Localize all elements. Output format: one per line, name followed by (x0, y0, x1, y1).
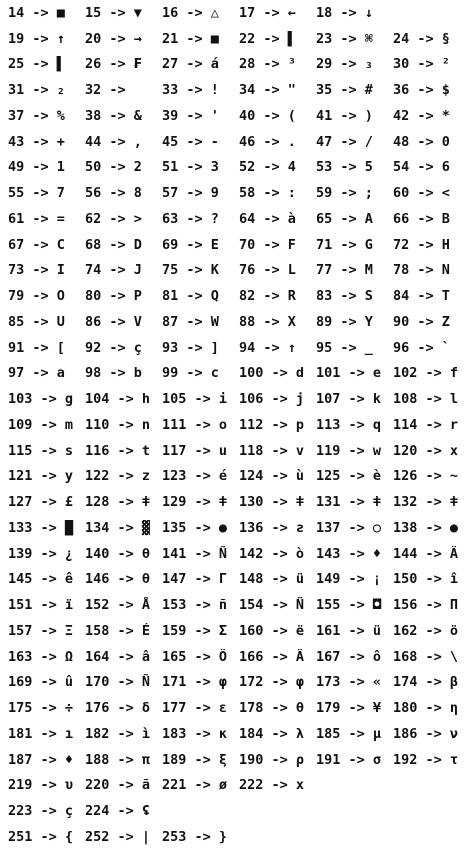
table-row (8, 283, 470, 309)
char-mapping-entry: 94 -> ↑ (239, 339, 296, 356)
char-mapping-entry: 78 -> N (393, 262, 450, 279)
char-mapping-entry: 146 -> θ (85, 571, 151, 588)
char-mapping-entry: 63 -> ? (162, 210, 219, 227)
char-mapping-entry: 129 -> ǂ (162, 494, 228, 511)
char-mapping-entry: 38 -> & (85, 107, 142, 124)
char-mapping-entry: 192 -> τ (393, 751, 459, 768)
char-mapping-entry: 164 -> â (85, 648, 151, 665)
table-row (8, 361, 470, 387)
table-row (8, 52, 470, 78)
table-row (8, 309, 470, 335)
char-mapping-entry: 17 -> ← (239, 4, 296, 21)
char-mapping-entry: 120 -> x (393, 442, 459, 459)
table-row (8, 567, 470, 593)
char-mapping-entry: 119 -> w (316, 442, 382, 459)
char-mapping-entry: 45 -> - (162, 133, 219, 150)
char-mapping-entry: 252 -> | (85, 828, 151, 845)
char-mapping-entry: 128 -> ǂ (85, 494, 151, 511)
table-row (8, 206, 470, 232)
char-mapping-entry: 111 -> o (162, 416, 228, 433)
table-row (8, 798, 470, 824)
char-mapping-entry: 180 -> η (393, 700, 459, 717)
char-mapping-entry: 158 -> É (85, 622, 151, 639)
char-mapping-entry: 135 -> ● (162, 519, 228, 536)
char-mapping-entry: 108 -> l (393, 391, 459, 408)
char-mapping-entry: 73 -> I (8, 262, 65, 279)
char-mapping-entry: 102 -> f (393, 365, 459, 382)
table-row (8, 670, 470, 696)
char-mapping-entry: 36 -> $ (393, 82, 450, 99)
char-mapping-entry: 121 -> y (8, 468, 74, 485)
table-row (8, 464, 470, 490)
char-mapping-entry: 37 -> % (8, 107, 65, 124)
char-mapping-entry: 64 -> à (239, 210, 296, 227)
table-row (8, 644, 470, 670)
char-mapping-entry: 160 -> ë (239, 622, 305, 639)
char-mapping-entry: 57 -> 9 (162, 185, 219, 202)
char-mapping-entry: 141 -> Ñ (162, 545, 228, 562)
char-mapping-entry: 69 -> E (162, 236, 219, 253)
char-mapping-entry: 153 -> ñ (162, 597, 228, 614)
char-mapping-entry: 55 -> 7 (8, 185, 65, 202)
table-row (8, 695, 470, 721)
char-mapping-entry: 92 -> ç (85, 339, 142, 356)
char-mapping-entry: 221 -> ø (162, 777, 228, 794)
table-row (8, 258, 470, 284)
char-mapping-entry: 58 -> : (239, 185, 296, 202)
char-mapping-entry: 77 -> M (316, 262, 373, 279)
char-mapping-entry: 107 -> k (316, 391, 382, 408)
char-mapping-entry: 56 -> 8 (85, 185, 142, 202)
char-mapping-entry: 223 -> ç (8, 803, 74, 820)
char-mapping-entry: 131 -> ǂ (316, 494, 382, 511)
char-mapping-entry: 112 -> p (239, 416, 305, 433)
table-row (8, 335, 470, 361)
char-mapping-entry: 75 -> K (162, 262, 219, 279)
char-mapping-entry: 185 -> μ (316, 725, 382, 742)
char-mapping-entry: 181 -> ı (8, 725, 74, 742)
table-row (8, 26, 470, 52)
char-mapping-entry: 40 -> ( (239, 107, 296, 124)
char-mapping-entry: 62 -> > (85, 210, 142, 227)
char-mapping-entry: 90 -> Z (393, 313, 450, 330)
char-mapping-entry: 42 -> * (393, 107, 450, 124)
table-row (8, 155, 470, 181)
char-mapping-entry: 97 -> a (8, 365, 65, 382)
char-mapping-entry: 84 -> T (393, 288, 450, 305)
char-mapping-entry: 124 -> ù (239, 468, 305, 485)
char-mapping-entry: 25 -> ▌ (8, 56, 65, 73)
table-row (8, 0, 470, 26)
char-mapping-entry: 220 -> ã (85, 777, 151, 794)
table-row (8, 747, 470, 773)
char-mapping-entry: 147 -> Γ (162, 571, 228, 588)
char-mapping-entry: 222 -> x (239, 777, 305, 794)
char-mapping-entry: 104 -> h (85, 391, 151, 408)
char-mapping-entry: 103 -> g (8, 391, 74, 408)
char-mapping-entry: 191 -> σ (316, 751, 382, 768)
char-mapping-entry: 171 -> φ (162, 674, 228, 691)
char-mapping-entry: 163 -> Ω (8, 648, 74, 665)
char-mapping-entry: 162 -> ö (393, 622, 459, 639)
char-mapping-entry: 41 -> ) (316, 107, 373, 124)
char-mapping-entry: 110 -> n (85, 416, 151, 433)
char-mapping-entry: 109 -> m (8, 416, 74, 433)
char-mapping-entry: 152 -> Å (85, 597, 151, 614)
char-mapping-entry: 51 -> 3 (162, 159, 219, 176)
character-map-grid (8, 0, 470, 850)
char-mapping-entry: 96 -> ` (393, 339, 450, 356)
char-mapping-entry: 18 -> ↓ (316, 4, 373, 21)
char-mapping-entry: 170 -> Ñ (85, 674, 151, 691)
char-mapping-entry: 21 -> ■ (162, 30, 219, 47)
char-mapping-entry: 54 -> 6 (393, 159, 450, 176)
char-mapping-entry: 106 -> j (239, 391, 305, 408)
char-mapping-entry: 20 -> → (85, 30, 142, 47)
char-mapping-entry: 39 -> ' (162, 107, 219, 124)
char-mapping-entry: 115 -> s (8, 442, 74, 459)
table-row (8, 592, 470, 618)
table-row (8, 541, 470, 567)
table-row (8, 129, 470, 155)
char-mapping-entry: 145 -> ê (8, 571, 74, 588)
char-mapping-entry: 187 -> ♦ (8, 751, 74, 768)
char-mapping-entry: 142 -> ò (239, 545, 305, 562)
char-mapping-entry: 157 -> Ξ (8, 622, 74, 639)
char-mapping-entry: 79 -> O (8, 288, 65, 305)
char-mapping-entry: 123 -> é (162, 468, 228, 485)
char-mapping-entry: 24 -> § (393, 30, 450, 47)
table-row (8, 489, 470, 515)
char-mapping-entry: 138 -> ● (393, 519, 459, 536)
char-mapping-entry: 190 -> ρ (239, 751, 305, 768)
char-mapping-entry: 48 -> 0 (393, 133, 450, 150)
char-mapping-entry: 169 -> û (8, 674, 74, 691)
table-row (8, 180, 470, 206)
char-mapping-entry: 188 -> π (85, 751, 151, 768)
table-row (8, 721, 470, 747)
char-mapping-entry: 150 -> î (393, 571, 459, 588)
char-mapping-entry: 50 -> 2 (85, 159, 142, 176)
char-mapping-entry: 65 -> A (316, 210, 373, 227)
char-mapping-entry: 89 -> Y (316, 313, 373, 330)
char-mapping-entry: 81 -> Q (162, 288, 219, 305)
char-mapping-entry: 93 -> ] (162, 339, 219, 356)
table-row (8, 386, 470, 412)
char-mapping-entry: 126 -> ~ (393, 468, 459, 485)
char-mapping-entry: 134 -> ▓ (85, 519, 151, 536)
table-row (8, 412, 470, 438)
char-mapping-entry: 35 -> # (316, 82, 373, 99)
char-mapping-entry: 161 -> ü (316, 622, 382, 639)
char-mapping-entry: 183 -> κ (162, 725, 228, 742)
char-mapping-entry: 88 -> X (239, 313, 296, 330)
char-mapping-entry: 27 -> á (162, 56, 219, 73)
char-mapping-entry: 143 -> ♦ (316, 545, 382, 562)
char-mapping-entry: 66 -> B (393, 210, 450, 227)
char-mapping-entry: 253 -> } (162, 828, 228, 845)
char-mapping-entry: 53 -> 5 (316, 159, 373, 176)
char-mapping-entry: 49 -> 1 (8, 159, 65, 176)
char-mapping-entry: 33 -> ! (162, 82, 219, 99)
char-mapping-entry: 100 -> d (239, 365, 305, 382)
char-mapping-entry: 151 -> ï (8, 597, 74, 614)
char-mapping-entry: 173 -> « (316, 674, 382, 691)
table-row (8, 438, 470, 464)
table-row (8, 103, 470, 129)
char-mapping-entry: 114 -> r (393, 416, 459, 433)
char-mapping-entry: 32 -> (85, 82, 126, 99)
char-mapping-entry: 74 -> J (85, 262, 142, 279)
char-mapping-entry: 44 -> , (85, 133, 142, 150)
char-mapping-entry: 178 -> θ (239, 700, 305, 717)
char-mapping-entry: 184 -> λ (239, 725, 305, 742)
char-mapping-entry: 85 -> U (8, 313, 65, 330)
char-mapping-entry: 137 -> ○ (316, 519, 382, 536)
char-mapping-entry: 15 -> ▼ (85, 4, 142, 21)
char-mapping-entry: 182 -> ì (85, 725, 151, 742)
char-mapping-entry: 113 -> q (316, 416, 382, 433)
char-mapping-entry: 251 -> { (8, 828, 74, 845)
char-mapping-entry: 82 -> R (239, 288, 296, 305)
char-mapping-entry: 98 -> b (85, 365, 142, 382)
char-mapping-entry: 83 -> S (316, 288, 373, 305)
char-mapping-entry: 116 -> t (85, 442, 151, 459)
char-mapping-entry: 68 -> D (85, 236, 142, 253)
char-mapping-entry: 179 -> ¥ (316, 700, 382, 717)
char-mapping-entry: 159 -> Σ (162, 622, 228, 639)
char-mapping-entry: 130 -> ǂ (239, 494, 305, 511)
char-mapping-entry: 47 -> / (316, 133, 373, 150)
char-mapping-entry: 16 -> △ (162, 4, 219, 21)
char-mapping-entry: 149 -> ¡ (316, 571, 382, 588)
char-mapping-entry: 52 -> 4 (239, 159, 296, 176)
char-mapping-entry: 133 -> █ (8, 519, 74, 536)
table-row (8, 824, 470, 850)
char-mapping-entry: 136 -> ƨ (239, 519, 305, 536)
char-mapping-entry: 72 -> H (393, 236, 450, 253)
char-mapping-entry: 34 -> " (239, 82, 296, 99)
char-mapping-entry: 186 -> ν (393, 725, 459, 742)
char-mapping-entry: 31 -> ₂ (8, 82, 65, 99)
char-mapping-entry: 19 -> ↑ (8, 30, 65, 47)
char-mapping-entry: 60 -> < (393, 185, 450, 202)
char-mapping-entry: 176 -> δ (85, 700, 151, 717)
char-mapping-entry: 71 -> G (316, 236, 373, 253)
char-mapping-entry: 154 -> Ñ (239, 597, 305, 614)
char-mapping-entry: 101 -> e (316, 365, 382, 382)
char-mapping-entry: 67 -> C (8, 236, 65, 253)
char-mapping-entry: 224 -> ʢ (85, 803, 151, 820)
char-mapping-entry: 165 -> Ö (162, 648, 228, 665)
table-row (8, 515, 470, 541)
char-mapping-entry: 61 -> = (8, 210, 65, 227)
char-mapping-entry: 99 -> c (162, 365, 219, 382)
char-mapping-entry: 43 -> + (8, 133, 65, 150)
char-mapping-entry: 168 -> \ (393, 648, 459, 665)
char-mapping-entry: 118 -> v (239, 442, 305, 459)
char-mapping-entry: 95 -> _ (316, 339, 373, 356)
char-mapping-entry: 175 -> ÷ (8, 700, 74, 717)
char-mapping-entry: 22 -> ▌ (239, 30, 296, 47)
char-mapping-entry: 139 -> ¿ (8, 545, 74, 562)
char-mapping-entry: 23 -> ⌘ (316, 30, 373, 47)
char-mapping-entry: 166 -> Â (239, 648, 305, 665)
char-mapping-entry: 172 -> φ (239, 674, 305, 691)
char-mapping-entry: 140 -> θ (85, 545, 151, 562)
char-mapping-entry: 177 -> ε (162, 700, 228, 717)
char-mapping-entry: 148 -> ü (239, 571, 305, 588)
char-mapping-entry: 91 -> [ (8, 339, 65, 356)
table-row (8, 77, 470, 103)
char-mapping-entry: 80 -> P (85, 288, 142, 305)
char-mapping-entry: 29 -> ₃ (316, 56, 373, 73)
char-mapping-entry: 122 -> z (85, 468, 151, 485)
char-mapping-entry: 125 -> è (316, 468, 382, 485)
char-mapping-entry: 167 -> ô (316, 648, 382, 665)
char-mapping-entry: 59 -> ; (316, 185, 373, 202)
char-mapping-entry: 174 -> β (393, 674, 459, 691)
char-mapping-entry: 87 -> W (162, 313, 219, 330)
char-mapping-entry: 14 -> ■ (8, 4, 65, 21)
char-mapping-entry: 86 -> V (85, 313, 142, 330)
char-mapping-entry: 70 -> F (239, 236, 296, 253)
char-mapping-entry: 156 -> Π (393, 597, 459, 614)
table-row (8, 618, 470, 644)
char-mapping-entry: 219 -> υ (8, 777, 74, 794)
char-mapping-entry: 132 -> ǂ (393, 494, 459, 511)
table-row (8, 773, 470, 799)
char-mapping-entry: 30 -> ² (393, 56, 450, 73)
char-mapping-entry: 144 -> Ä (393, 545, 459, 562)
char-mapping-entry: 189 -> ξ (162, 751, 228, 768)
char-mapping-entry: 127 -> £ (8, 494, 74, 511)
char-mapping-entry: 46 -> . (239, 133, 296, 150)
char-mapping-entry: 155 -> ◘ (316, 597, 382, 614)
char-mapping-entry: 28 -> ³ (239, 56, 296, 73)
char-mapping-entry: 76 -> L (239, 262, 296, 279)
char-mapping-entry: 105 -> i (162, 391, 228, 408)
char-mapping-entry: 26 -> ₣ (85, 56, 142, 73)
table-row (8, 232, 470, 258)
char-mapping-entry: 117 -> u (162, 442, 228, 459)
